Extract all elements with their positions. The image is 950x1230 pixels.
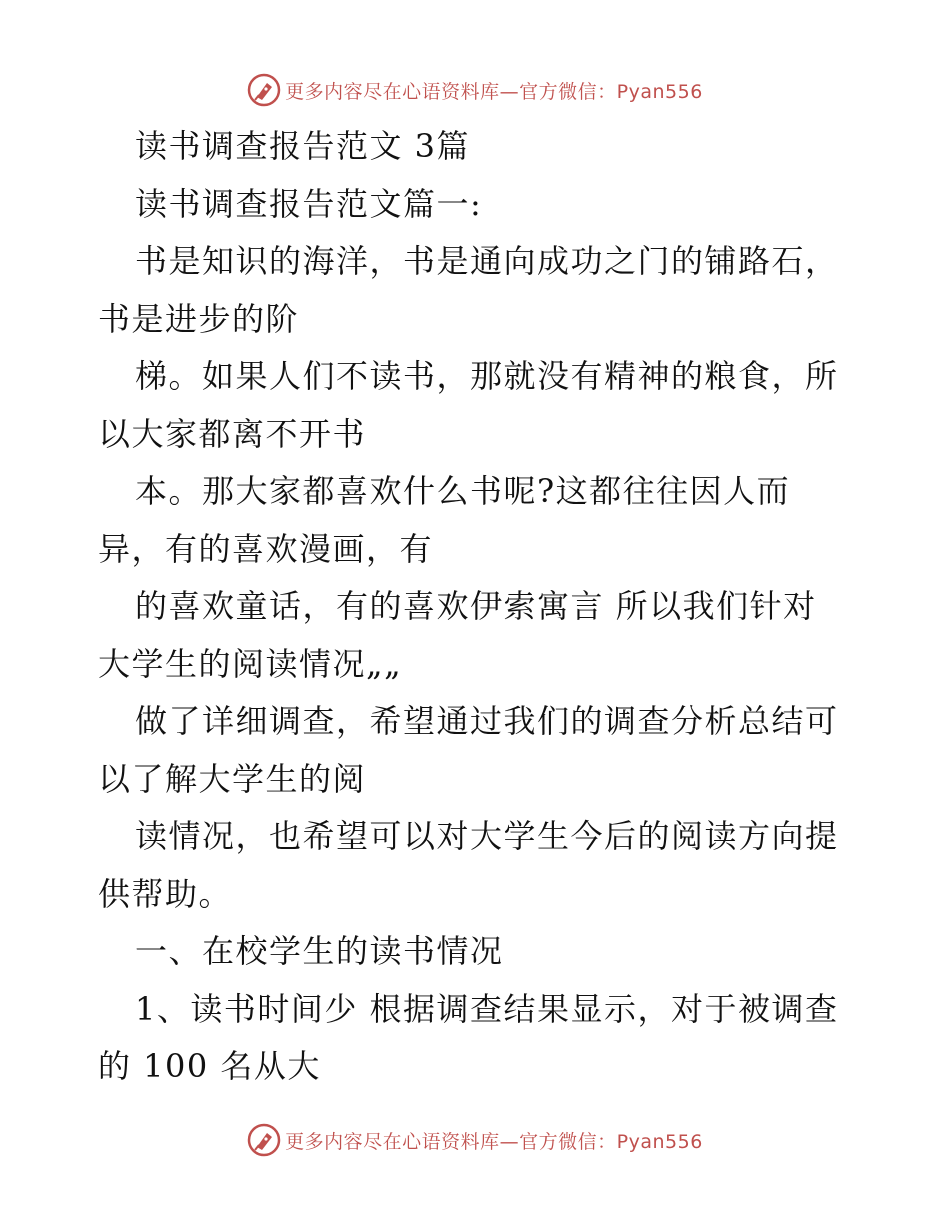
paragraph-line: 书是知识的海洋，书是通向成功之门的铺路石， [135,242,839,280]
footer-watermark [0,1120,950,1160]
paragraph-line: 以了解大学生的阅 [98,759,367,798]
watermark-site-text: 更多内容尽在心语资料库 [285,80,500,103]
paragraph-line: 的 100 名从大 [98,1047,321,1085]
paragraph-line: 本。那大家都喜欢什么书呢?这都往往因人而 [135,472,791,510]
watermark-separator: — [499,1130,520,1153]
document-body [98,118,858,1096]
header-watermark [0,70,950,110]
paragraph-line: 的喜欢童话，有的喜欢伊索寓言 所以我们针对 [135,587,817,625]
fountain-pen-logo-icon [247,1123,281,1157]
paragraph-line: 异，有的喜欢漫画，有 [98,529,434,568]
watermark-text [285,1127,703,1154]
paragraph-line: 以大家都离不开书 [98,414,367,453]
watermark-wechat-text: 官方微信：Pyan556 [519,1130,703,1153]
paragraph-line: 大学生的阅读情况„„ [98,644,403,683]
paragraph-line: 书是进步的阶 [98,299,300,338]
document-title: 读书调查报告范文 3篇 [135,127,471,165]
watermark-text [285,77,703,104]
paragraph-line: 读情况，也希望可以对大学生今后的阅读方向提 [135,817,839,855]
paragraph-line: 做了详细调查，希望通过我们的调查分析总结可 [135,702,839,740]
fountain-pen-logo-icon [247,73,281,107]
section-heading: 一、在校学生的读书情况 [135,932,504,970]
paragraph-line: 1、读书时间少 根据调查结果显示，对于被调查 [135,989,839,1028]
watermark-wechat-text: 官方微信：Pyan556 [519,80,703,103]
paragraph-line: 梯。如果人们不读书，那就没有精神的粮食，所 [135,357,839,395]
section-heading: 读书调查报告范文篇一: [135,184,483,223]
watermark-site-text: 更多内容尽在心语资料库 [285,1130,500,1153]
paragraph-line: 供帮助。 [98,874,233,913]
watermark-separator: — [499,80,520,103]
